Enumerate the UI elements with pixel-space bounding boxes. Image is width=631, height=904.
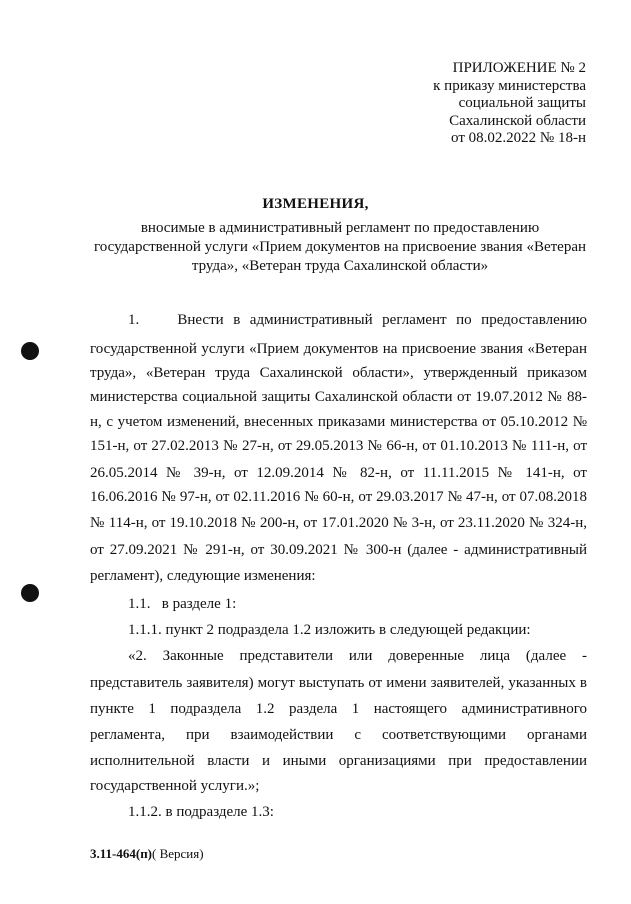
document-subtitle <box>80 219 600 276</box>
paragraph-line: 1. Внести в административный регламент по предоставлению <box>128 312 587 328</box>
paragraph-line: труда», «Ветеран труда Сахалинской области», утвержденный приказом <box>90 365 587 381</box>
quote-line: «2. Законные представители или доверенные лица (далее - <box>128 648 587 664</box>
paragraph-line: 26.05.2014 № 39-н, от 12.09.2014 № 82-н, от 11.11.2015 № 141-н, от <box>90 465 587 481</box>
item-1-1-2: 1.1.2. в подразделе 1.3: <box>128 804 274 820</box>
item-1-1-1: 1.1.1. пункт 2 подраздела 1.2 изложить в следующей редакции: <box>128 622 531 638</box>
appendix-number: ПРИЛОЖЕНИЕ № 2 <box>452 60 586 76</box>
appendix-date: от 08.02.2022 № 18-н <box>451 130 586 146</box>
appendix-header <box>360 60 586 148</box>
subtitle-line: труда», «Ветеран труда Сахалинской области» <box>191 258 489 274</box>
document-version: ( Версия) <box>152 846 204 861</box>
paragraph-line: н, с учетом изменений, внесенных приказами министерства от 05.10.2012 № <box>90 414 587 430</box>
paragraph-line: министерства социальной защиты Сахалинской области от 19.07.2012 № 88- <box>90 389 587 405</box>
document-code: 3.11-464(п) <box>90 846 153 861</box>
quote-line: регламента, при взаимодействии с соответствующими органами <box>90 727 587 743</box>
paragraph-line: 16.06.2016 № 97-н, от 02.11.2016 № 60-н, от 29.03.2017 № 47-н, от 07.08.2018 <box>90 489 587 505</box>
paragraph-line: № 114-н, от 19.10.2018 № 200-н, от 17.01.2020 № 3-н, от 23.11.2020 № 324-н, <box>90 515 587 531</box>
appendix-region: Сахалинской области <box>449 112 586 129</box>
quote-line: государственной услуги.»; <box>90 778 260 794</box>
punch-hole-top <box>21 342 39 360</box>
subtitle-line: вносимые в административный регламент по предоставлению <box>140 220 540 236</box>
paragraph-line: от 27.09.2021 № 291-н, от 30.09.2021 № 300-н (далее - административный <box>90 542 587 558</box>
paragraph-line: регламент), следующие изменения: <box>90 568 316 584</box>
document-footer <box>90 846 204 862</box>
quote-line: пункте 1 подраздела 1.2 раздела 1 настоящего административного <box>90 701 587 717</box>
document-title: ИЗМЕНЕНИЯ, <box>262 196 369 212</box>
punch-hole-bottom <box>21 584 39 602</box>
quote-line: представитель заявителя) могут выступать от имени заявителей, указанных в <box>90 675 587 691</box>
item-1-1: 1.1. в разделе 1: <box>128 596 237 612</box>
quote-line: исполнительной власти и иными организациями при предоставлении <box>90 753 587 769</box>
paragraph-line: 151-н, от 27.02.2013 № 27-н, от 29.05.2013 № 66-н, от 01.10.2013 № 111-н, от <box>90 438 587 454</box>
subtitle-line: государственной услуги «Прием документов на присвоение звания «Ветеран <box>93 239 587 255</box>
appendix-ministry: социальной защиты <box>458 95 586 111</box>
paragraph-line: государственной услуги «Прием документов на присвоение звания «Ветеран <box>90 341 587 357</box>
appendix-order-ref: к приказу министерства <box>433 77 586 94</box>
